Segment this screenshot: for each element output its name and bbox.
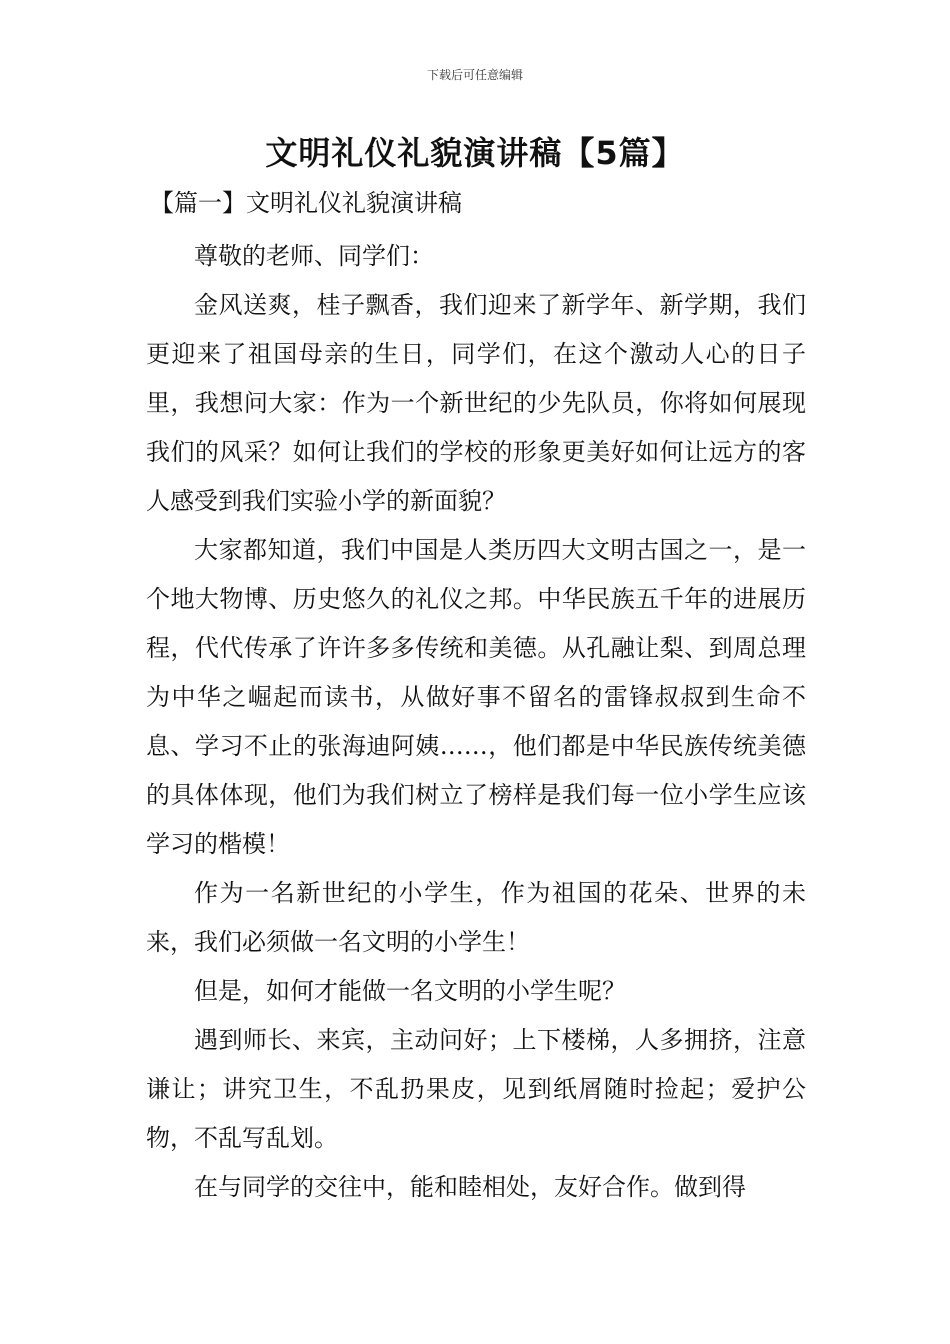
section-heading: 【篇一】文明礼仪礼貌演讲稿 (150, 189, 462, 217)
paragraph: 遇到师长、来宾，主动问好；上下楼梯，人多拥挤，注意谦让；讲究卫生，不乱扔果皮，见到纸屑随时捡起；爱护公物，不乱写乱划。 (146, 1026, 806, 1152)
paragraph: 在与同学的交往中，能和睦相处，友好合作。做到得 (194, 1173, 746, 1201)
document-body (146, 232, 806, 1212)
paragraph: 作为一名新世纪的小学生，作为祖国的花朵、世界的未来，我们必须做一名文明的小学生！ (146, 879, 806, 956)
paragraph: 但是，如何才能做一名文明的小学生呢？ (194, 977, 626, 1005)
document-title: 文明礼仪礼貌演讲稿【5篇】 (265, 134, 685, 172)
paragraph: 大家都知道，我们中国是人类历四大文明古国之一，是一个地大物博、历史悠久的礼仪之邦。中华民族五千年的进展历程，代代传承了许许多多传统和美德。从孔融让梨、到周总理为中华之崛起而读书，从做好事不留名的雷锋叔叔到生命不息、学习不止的张海迪阿姨……，他们都是中华民族传统美德的具体体现，他们为我们树立了榜样是我们每一位小学生应该学习的楷模！ (146, 536, 806, 858)
paragraph-greeting: 尊敬的老师、同学们： (194, 242, 434, 270)
paragraph: 金风送爽，桂子飘香，我们迎来了新学年、新学期，我们更迎来了祖国母亲的生日，同学们，在这个激动人心的日子里，我想问大家：作为一个新世纪的少先队员，你将如何展现我们的风采？如何让我们的学校的形象更美好如何让远方的客人感受到我们实验小学的新面貌？ (146, 291, 806, 515)
page-header-note: 下载后可任意编辑 (426, 68, 523, 82)
